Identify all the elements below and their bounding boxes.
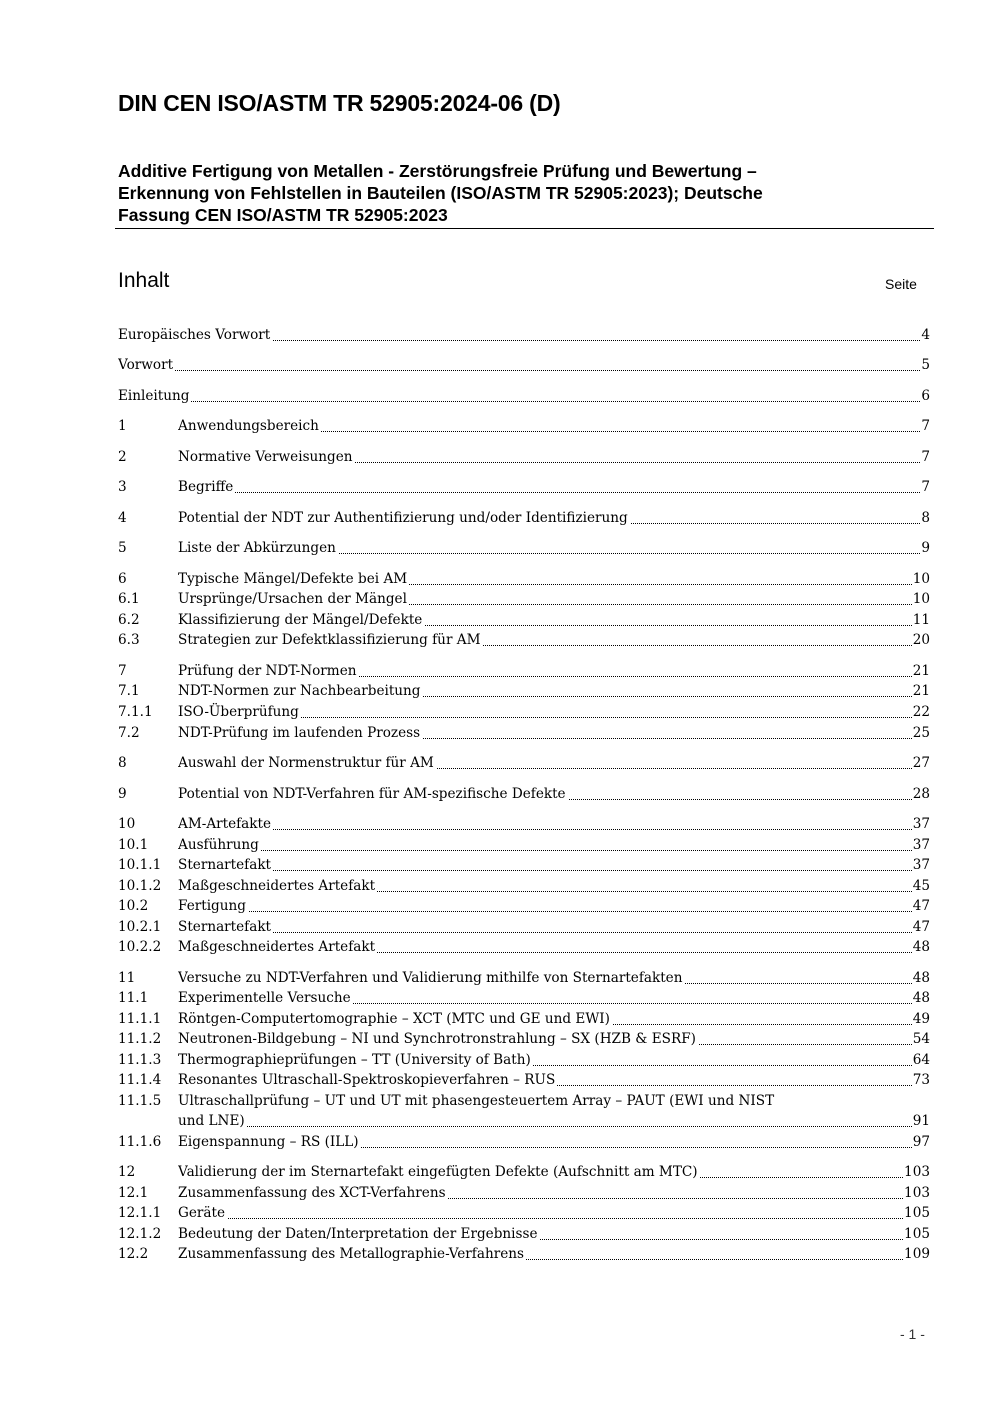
toc-entry-number: 3 bbox=[118, 479, 127, 495]
toc-entry[interactable] bbox=[118, 325, 930, 345]
toc-entry-page: 21 bbox=[912, 683, 930, 699]
toc-entry-page: 91 bbox=[912, 1113, 930, 1129]
toc-entry-number: 12.1.1 bbox=[118, 1205, 162, 1221]
toc-entry-title-text: Ausführung bbox=[178, 837, 259, 853]
toc-entry-number: 12.1.2 bbox=[118, 1226, 162, 1242]
toc-entry-title-text: AM-Artefakte bbox=[178, 816, 272, 832]
toc-entry-number: 10.1 bbox=[118, 837, 149, 853]
toc-entry-number: 7.1.1 bbox=[118, 704, 153, 720]
toc-entry[interactable] bbox=[118, 538, 930, 558]
toc-entry-title bbox=[118, 325, 920, 345]
toc-entry-number: 10.2.1 bbox=[118, 919, 162, 935]
page-column-label: Seite bbox=[885, 276, 917, 292]
toc-entry-number: 10.2.2 bbox=[118, 939, 162, 955]
toc-entry-title-text: Anwendungsbereich bbox=[178, 418, 319, 434]
toc-entry[interactable] bbox=[118, 416, 930, 436]
toc-entry-title-text: Neutronen-Bildgebung – NI und Synchrotronstrahlung – SX (HZB & ESRF) bbox=[178, 1031, 696, 1047]
toc-entry-number: 6.2 bbox=[118, 612, 140, 628]
toc-entry-title-text: Röntgen-Computertomographie – XCT (MTC und GE und EWI) bbox=[178, 1011, 610, 1027]
toc-entry-page: 105 bbox=[904, 1205, 930, 1221]
toc-entry-number: 7 bbox=[118, 663, 127, 679]
toc-entry-title bbox=[178, 1244, 903, 1264]
toc-entry-title bbox=[178, 1183, 903, 1203]
toc-entry-title-line: Ultraschallprüfung – UT und UT mit phasengesteuertem Array – PAUT (EWI und NIST bbox=[178, 1093, 775, 1109]
toc-entry[interactable] bbox=[118, 753, 930, 773]
toc-entry[interactable] bbox=[118, 702, 930, 722]
toc-entry-page: 97 bbox=[912, 1134, 930, 1150]
toc-heading: Inhalt bbox=[118, 269, 170, 292]
toc-entry-page: 28 bbox=[912, 786, 930, 802]
toc-entry-title-text: Klassifizierung der Mängel/Defekte bbox=[178, 612, 423, 628]
toc-entry-page: 10 bbox=[912, 591, 930, 607]
toc-entry-title-text: Fertigung bbox=[178, 898, 246, 914]
toc-entry-number: 1 bbox=[118, 418, 127, 434]
toc-entry-number: 11.1 bbox=[118, 990, 149, 1006]
toc-entry-title-text: Sternartefakt bbox=[178, 919, 272, 935]
toc-entry[interactable] bbox=[118, 447, 930, 467]
toc-entry-title bbox=[178, 1224, 903, 1244]
subtitle-line: Erkennung von Fehlstellen in Bauteilen (ISO/ASTM TR 52905:2023); Deutsche bbox=[118, 183, 763, 203]
toc-entry[interactable] bbox=[118, 814, 930, 834]
toc-entry-page: 54 bbox=[912, 1031, 930, 1047]
toc-entry[interactable] bbox=[118, 355, 930, 375]
toc-entry-title-text: NDT-Normen zur Nachbearbeitung bbox=[178, 683, 421, 699]
toc-entry[interactable] bbox=[118, 661, 930, 681]
toc-entry[interactable] bbox=[118, 610, 930, 630]
toc-entry-title-text: NDT-Prüfung im laufenden Prozess bbox=[178, 725, 421, 741]
toc-entry-title bbox=[178, 1050, 912, 1070]
toc-entry-number: 11.1.1 bbox=[118, 1011, 162, 1027]
toc-entry[interactable] bbox=[118, 569, 930, 589]
toc-entry-title bbox=[178, 855, 912, 875]
toc-entry-page: 11 bbox=[912, 612, 930, 628]
toc-entry-number: 4 bbox=[118, 510, 127, 526]
toc-entry[interactable] bbox=[118, 1029, 930, 1049]
toc-entry-page: 22 bbox=[912, 704, 930, 720]
toc-entry[interactable] bbox=[118, 1091, 930, 1131]
toc-entry-page: 49 bbox=[912, 1011, 930, 1027]
toc-entry-title bbox=[178, 988, 912, 1008]
toc-entry-number: 7.2 bbox=[118, 725, 140, 741]
toc-entry-page: 48 bbox=[912, 990, 930, 1006]
toc-entry-page: 103 bbox=[904, 1185, 930, 1201]
toc-entry-number: 9 bbox=[118, 786, 127, 802]
toc-entry-page: 47 bbox=[912, 919, 930, 935]
toc-entry-number: 11 bbox=[118, 970, 136, 986]
toc-entry-number: 10.1.2 bbox=[118, 878, 162, 894]
toc-entry-title-text: Eigenspannung – RS (ILL) bbox=[178, 1134, 359, 1150]
subtitle-line: Fassung CEN ISO/ASTM TR 52905:2023 bbox=[118, 205, 448, 225]
toc-entry-page: 8 bbox=[921, 510, 930, 526]
toc-entry-title-text: Versuche zu NDT-Verfahren und Validierung mithilfe von Sternartefakten bbox=[178, 970, 683, 986]
toc-entry-page: 5 bbox=[921, 357, 930, 373]
toc-entry-number: 5 bbox=[118, 540, 127, 556]
toc-entry-page: 64 bbox=[912, 1052, 930, 1068]
toc-entry-page: 21 bbox=[912, 663, 930, 679]
toc-entry-title-text: Thermographieprüfungen – TT (University of Bath) bbox=[178, 1052, 531, 1068]
toc-entry-page: 37 bbox=[912, 857, 930, 873]
toc-entry[interactable] bbox=[118, 508, 930, 528]
toc-entry-title bbox=[178, 1029, 912, 1049]
toc-entry-title bbox=[178, 661, 912, 681]
toc-entry-title bbox=[178, 917, 912, 937]
toc-entry[interactable] bbox=[118, 1132, 930, 1152]
toc-entry-title bbox=[118, 355, 920, 375]
toc-entry-title-text: Prüfung der NDT-Normen bbox=[178, 663, 357, 679]
toc-entry-title-text: Bedeutung der Daten/Interpretation der Ergebnisse bbox=[178, 1226, 538, 1242]
toc-entry-title-text: Ursprünge/Ursachen der Mängel bbox=[178, 591, 407, 607]
toc-entry-title bbox=[178, 538, 920, 558]
toc-entry-number: 10.1.1 bbox=[118, 857, 162, 873]
toc-entry-page: 20 bbox=[912, 632, 930, 648]
toc-entry[interactable] bbox=[118, 896, 930, 916]
toc-entry-page: 7 bbox=[921, 449, 930, 465]
toc-entry[interactable] bbox=[118, 1009, 930, 1029]
toc-entry-title bbox=[178, 723, 912, 743]
toc-entry-title-text: Sternartefakt bbox=[178, 857, 272, 873]
toc-entry-page: 25 bbox=[912, 725, 930, 741]
toc-entry-page: 10 bbox=[912, 571, 930, 587]
toc-entry-title bbox=[178, 1091, 912, 1131]
toc-entry-title bbox=[178, 835, 912, 855]
toc-entry-title-text: Normative Verweisungen bbox=[178, 449, 353, 465]
toc-entry-number: 12 bbox=[118, 1164, 136, 1180]
toc-entry-number: 8 bbox=[118, 755, 127, 771]
toc-entry[interactable] bbox=[118, 917, 930, 937]
toc-entry-title bbox=[178, 968, 912, 988]
toc-entry[interactable] bbox=[118, 681, 930, 701]
toc-entry[interactable] bbox=[118, 723, 930, 743]
toc-entry[interactable] bbox=[118, 988, 930, 1008]
toc-entry-title bbox=[178, 477, 920, 497]
toc-entry[interactable] bbox=[118, 1183, 930, 1203]
toc-entry-page: 4 bbox=[921, 327, 930, 343]
toc-entry[interactable] bbox=[118, 1244, 930, 1264]
subtitle-line: Additive Fertigung von Metallen - Zerstörungsfreie Prüfung und Bewertung – bbox=[118, 161, 757, 181]
toc-entry-page: 6 bbox=[921, 388, 930, 404]
toc-entry[interactable] bbox=[118, 589, 930, 609]
toc-entry[interactable] bbox=[118, 477, 930, 497]
toc-entry-page: 103 bbox=[904, 1164, 930, 1180]
toc-entry-title bbox=[178, 1132, 912, 1152]
toc-entry-title bbox=[178, 681, 912, 701]
toc-entry-title bbox=[178, 784, 912, 804]
toc-entry-number: 6 bbox=[118, 571, 127, 587]
toc-entry-title bbox=[178, 610, 912, 630]
toc-entry-title-text: Maßgeschneidertes Artefakt bbox=[178, 878, 376, 894]
toc-entry-page: 37 bbox=[912, 837, 930, 853]
toc-entry-number: 11.1.4 bbox=[118, 1072, 162, 1088]
toc-entry-page: 7 bbox=[921, 479, 930, 495]
toc-entry-number: 11.1.5 bbox=[118, 1093, 162, 1109]
toc-entry-title-line: und LNE) bbox=[178, 1113, 245, 1129]
toc-entry-page: 45 bbox=[912, 878, 930, 894]
toc-entry[interactable] bbox=[118, 968, 930, 988]
toc-entry-title bbox=[178, 1162, 903, 1182]
toc-entry-page: 48 bbox=[912, 970, 930, 986]
toc-entry-number: 10 bbox=[118, 816, 136, 832]
toc-entry-title bbox=[178, 1203, 903, 1223]
toc-entry-number: 11.1.3 bbox=[118, 1052, 162, 1068]
toc-entry-title bbox=[178, 753, 912, 773]
toc-entry-title bbox=[178, 876, 912, 896]
toc-entry[interactable] bbox=[118, 1070, 930, 1090]
toc-entry-title-text: Potential der NDT zur Authentifizierung und/oder Identifizierung bbox=[178, 510, 628, 526]
toc-entry-title-text: Resonantes Ultraschall-Spektroskopieverfahren – RUS bbox=[178, 1072, 556, 1088]
toc-entry-title bbox=[178, 447, 920, 467]
toc-entry[interactable] bbox=[118, 784, 930, 804]
toc-entry-number: 6.3 bbox=[118, 632, 140, 648]
toc-entry-title bbox=[178, 508, 920, 528]
toc-entry[interactable] bbox=[118, 937, 930, 957]
toc-entry[interactable] bbox=[118, 1162, 930, 1182]
toc-entry-number: 12.1 bbox=[118, 1185, 149, 1201]
toc-entry-page: 105 bbox=[904, 1226, 930, 1242]
toc-entry-title bbox=[178, 589, 912, 609]
toc-entry-title bbox=[178, 569, 912, 589]
toc-entry-title bbox=[178, 702, 912, 722]
toc-entry-title bbox=[178, 630, 912, 650]
toc-entry-number: 11.1.2 bbox=[118, 1031, 162, 1047]
toc-entry[interactable] bbox=[118, 1203, 930, 1223]
toc-entry-title-text: Geräte bbox=[178, 1205, 226, 1221]
toc-entry-title-text: Validierung der im Sternartefakt eingefügten Defekte (Aufschnitt am MTC) bbox=[178, 1164, 698, 1180]
toc-entry-title-text: Vorwort bbox=[118, 357, 174, 373]
toc-entry-title-text: Maßgeschneidertes Artefakt bbox=[178, 939, 376, 955]
toc-entry-page: 7 bbox=[921, 418, 930, 434]
toc-entry-title-text: Strategien zur Defektklassifizierung für AM bbox=[178, 632, 481, 648]
toc-entry[interactable] bbox=[118, 1224, 930, 1244]
toc-entry[interactable] bbox=[118, 630, 930, 650]
toc-entry[interactable] bbox=[118, 1050, 930, 1070]
toc-entry-title-text: ISO-Überprüfung bbox=[178, 704, 299, 720]
toc-entry-page: 48 bbox=[912, 939, 930, 955]
toc-entry-title bbox=[178, 416, 920, 436]
toc-entry-number: 11.1.6 bbox=[118, 1134, 162, 1150]
toc-entry-title-text: Potential von NDT-Verfahren für AM-spezifische Defekte bbox=[178, 786, 566, 802]
toc-entry-number: 7.1 bbox=[118, 683, 140, 699]
toc-entry-title bbox=[178, 937, 912, 957]
toc-entry-title-text: Europäisches Vorwort bbox=[118, 327, 271, 343]
page-number: - 1 - bbox=[900, 1326, 925, 1342]
toc-entry-page: 47 bbox=[912, 898, 930, 914]
toc-entry-title-text: Begriffe bbox=[178, 479, 234, 495]
toc-entry[interactable] bbox=[118, 835, 930, 855]
toc-entry-page: 9 bbox=[921, 540, 930, 556]
toc-entry-title bbox=[178, 1070, 912, 1090]
toc-entry-title-text: Einleitung bbox=[118, 388, 190, 404]
toc-entry-page: 109 bbox=[904, 1246, 930, 1262]
toc-entry-title bbox=[118, 386, 920, 406]
toc-entry-title-text: Experimentelle Versuche bbox=[178, 990, 351, 1006]
toc-entry-title bbox=[178, 896, 912, 916]
toc-entry-number: 10.2 bbox=[118, 898, 149, 914]
document-title: DIN CEN ISO/ASTM TR 52905:2024-06 (D) bbox=[118, 90, 561, 116]
toc-entry[interactable] bbox=[118, 876, 930, 896]
toc-entry-page: 27 bbox=[912, 755, 930, 771]
toc-entry-title-text: Auswahl der Normenstruktur für AM bbox=[178, 755, 434, 771]
toc-entry-title bbox=[178, 814, 912, 834]
toc-entry-title-text: Zusammenfassung des Metallographie-Verfahrens bbox=[178, 1246, 524, 1262]
toc-entry-number: 6.1 bbox=[118, 591, 140, 607]
toc-entry-title bbox=[178, 1009, 912, 1029]
toc-entry-page: 73 bbox=[912, 1072, 930, 1088]
toc-entry-title-text: Liste der Abkürzungen bbox=[178, 540, 336, 556]
toc-entry-page: 37 bbox=[912, 816, 930, 832]
toc-entry-number: 12.2 bbox=[118, 1246, 149, 1262]
toc-entry-title-text: Zusammenfassung des XCT-Verfahrens bbox=[178, 1185, 446, 1201]
toc-entry-number: 2 bbox=[118, 449, 127, 465]
toc-entry[interactable] bbox=[118, 386, 930, 406]
toc-entry[interactable] bbox=[118, 855, 930, 875]
toc-entry-title-text: Typische Mängel/Defekte bei AM bbox=[178, 571, 408, 587]
